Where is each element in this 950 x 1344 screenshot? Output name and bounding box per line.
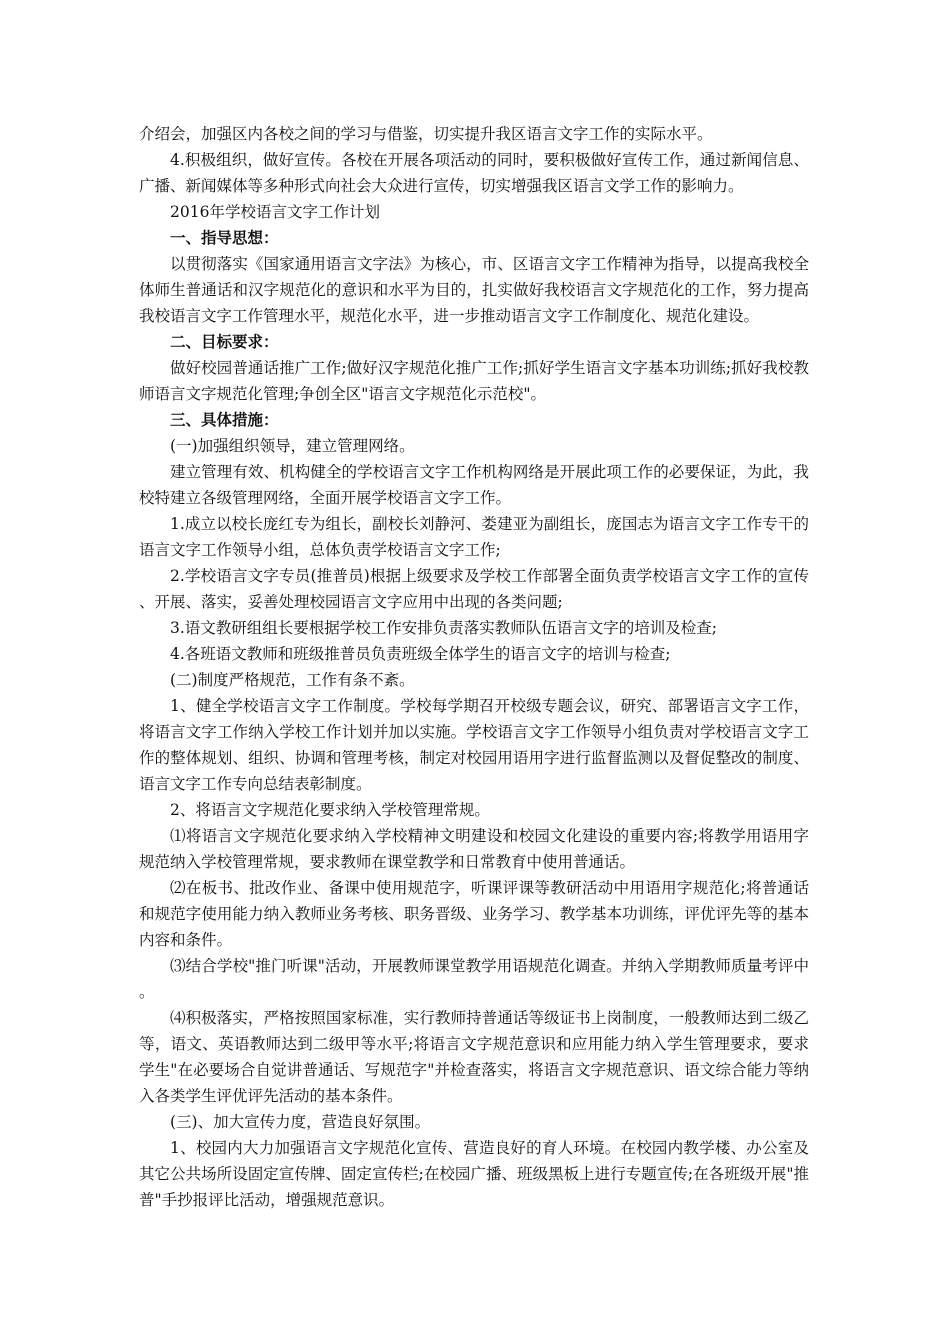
section-heading-guiding-ideology: 一、指导思想：: [170, 228, 279, 247]
subsection-system: (二)制度严格规范，工作有条不紊。: [170, 671, 415, 689]
paragraph-system-1: 1、健全学校语言文字工作制度。学校每学期召开校级专题会议，研究、部署语言文字工作，将语言文字工作纳入学校工作计划并加以实施。学校语言文字工作领导小组负责对学校语言文字工作的整体规划、组织、协调和管理考核，制定对校园用语用字进行监督监测以及督促整改的制度、语言文字工作专向总结表彰制度。: [139, 697, 809, 793]
sub-item-2: ⑵在板书、批改作业、备课中使用规范字，听课评课等教研活动中用语用字规范化;将普通话和规范字使用能力纳入教师业务考核、职务晋级、业务学习、教学基本功训练，评优评先等的基本内容和条件。: [139, 879, 809, 949]
paragraph-publicity: 4.积极组织，做好宣传。各校在开展各项活动的同时，要积极做好宣传工作，通过新闻信息、广播、新闻媒体等多种形式向社会大众进行宣传，切实增强我区语言文学工作的影响力。: [139, 151, 809, 195]
list-item-2: 2.学校语言文字专员(推普员)根据上级要求及学校工作部署全面负责学校语言文字工作的宣传、开展、落实，妥善处理校园语言文字应用中出现的各类问题;: [139, 567, 809, 611]
document-page: [139, 121, 809, 1213]
subsection-organization: (一)加强组织领导，建立管理网络。: [170, 437, 415, 455]
subsection-publicity: (三)、加大宣传力度，营造良好氛围。: [170, 1113, 431, 1131]
list-item-1: 1.成立以校长庞红专为组长，副校长刘静河、娄建亚为副组长，庞国志为语言文字工作专干的语言文字工作领导小组，总体负责学校语言文字工作;: [139, 515, 809, 559]
sub-item-3: ⑶结合学校"推门听课"活动，开展教师课堂教学用语规范化调查。并纳入学期教师质量考评中。: [139, 957, 809, 1001]
paragraph-guiding-ideology: 以贯彻落实《国家通用语言文字法》为核心，市、区语言文字工作精神为指导，以提高我校全体师生普通话和汉字规范化的意识和水平为目的，扎实做好我校语言文字规范化的工作，努力提高我校语言文字工作管理水平，规范化水平，进一步推动语言文字工作制度化、规范化建设。: [139, 255, 809, 325]
list-item-4: 4.各班语文教师和班级推普员负责班级全体学生的语言文字的培训与检查;: [170, 645, 671, 663]
sub-item-1: ⑴将语言文字规范化要求纳入学校精神文明建设和校园文化建设的重要内容;将教学用语用字规范纳入学校管理常规，要求教师在课堂教学和日常教育中使用普通话。: [139, 827, 809, 871]
list-item-3: 3.语文教研组组长要根据学校工作安排负责落实教师队伍语言文字的培训及检查;: [170, 619, 718, 637]
section-heading-goals: 二、目标要求：: [170, 332, 279, 351]
paragraph-goals: 做好校园普通话推广工作;做好汉字规范化推广工作;抓好学生语言文字基本功训练;抓好我校教师语言文字规范化管理;争创全区"语言文字规范化示范校"。: [139, 359, 809, 403]
section-heading-measures: 三、具体措施：: [170, 410, 279, 429]
paragraph-network: 建立管理有效、机构健全的学校语言文字工作机构网络是开展此项工作的必要保证，为此，我校特建立各级管理网络，全面开展学校语言文字工作。: [139, 463, 809, 507]
paragraph-publicity-1: 1、校园内大力加强语言文字规范化宣传、营造良好的育人环境。在校园内教学楼、办公室及其它公共场所设固定宣传牌、固定宣传栏;在校园广播、班级黑板上进行专题宣传;在各班级开展"推普"手抄报评比活动，增强规范意识。: [139, 1139, 809, 1209]
paragraph-continuation: 介绍会，加强区内各校之间的学习与借鉴，切实提升我区语言文字工作的实际水平。: [139, 125, 713, 143]
document-title: 2016年学校语言文字工作计划: [170, 203, 380, 221]
sub-item-4: ⑷积极落实，严格按照国家标准，实行教师持普通话等级证书上岗制度，一般教师达到二级乙等，语文、英语教师达到二级甲等水平;将语言文字规范意识和应用能力纳入学生管理要求，要求学生"在必要场合自觉讲普通话、写规范字"并检查落实，将语言文字规范意识、语文综合能力等纳入各类学生评优评先活动的基本条件。: [139, 1009, 809, 1105]
paragraph-system-2: 2、将语言文字规范化要求纳入学校管理常规。: [170, 801, 490, 819]
